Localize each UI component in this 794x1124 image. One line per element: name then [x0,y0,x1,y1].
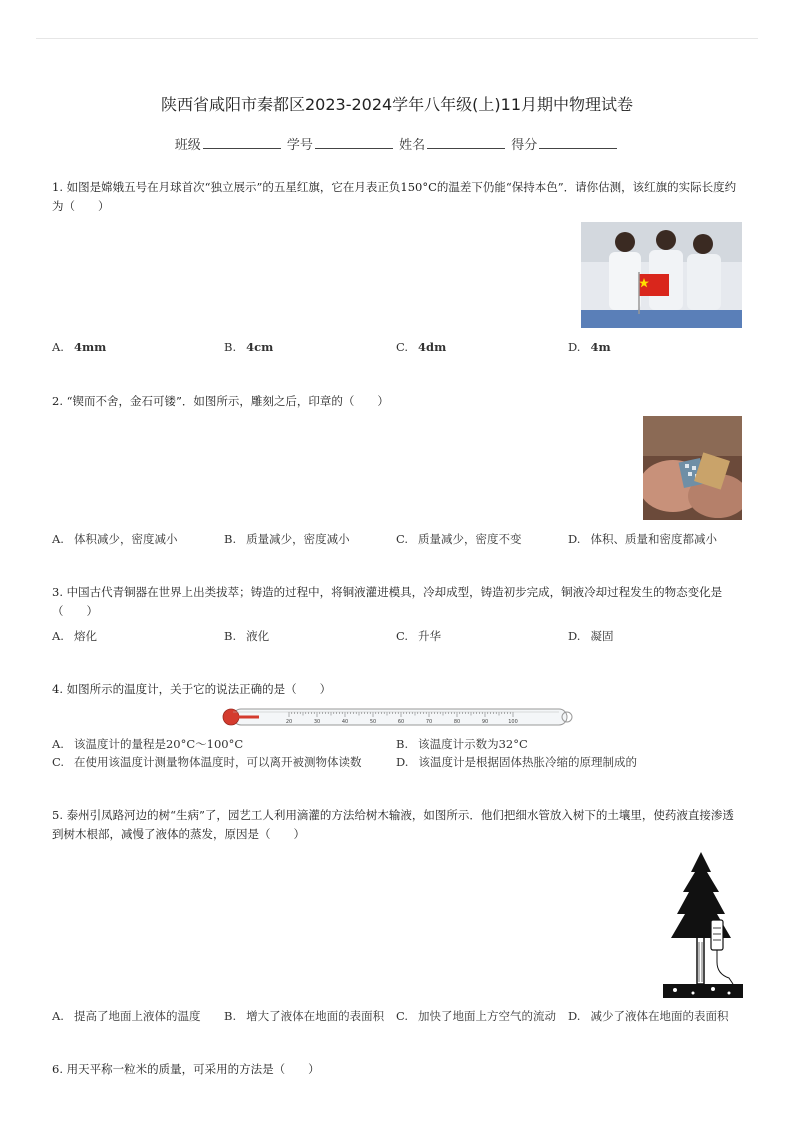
thermometer-tick-label: 70 [425,719,433,725]
score-blank[interactable] [539,136,617,149]
class-blank[interactable] [203,136,281,149]
q2-option-b[interactable]: B. 质量减少，密度减小 [224,532,350,546]
question-number: 5. [52,808,63,822]
student-info-line [0,134,794,153]
page-title: 陕西省咸阳市秦都区2023-2024学年八年级(上)11月期中物理试卷 [160,95,634,114]
name-blank[interactable] [427,136,505,149]
question-number: 3. [52,585,63,599]
id-blank[interactable] [315,136,393,149]
question-6 [52,1060,742,1079]
question-number: 2. [52,394,63,408]
q1-option-c[interactable]: C. 4dm [396,340,447,354]
q2-option-a[interactable]: A. 体积减少，密度减小 [52,532,178,546]
q5-option-d[interactable]: D. 减少了液体在地面的表面积 [568,1009,729,1023]
question-number: 4. [52,682,63,696]
question-text: 如图是嫦娥五号在月球首次“独立展示”的五星红旗，它在月表正负150°C的温差下仍能“保持本色”．请你估测，该红旗的实际长度约为（ ） [52,180,737,213]
q4-option-c[interactable]: C. 在使用该温度计测量物体温度时，可以离开被测物体读数 [52,755,362,769]
question-number: 6. [52,1062,63,1076]
q1-option-d[interactable]: D. 4m [568,340,611,354]
question-3 [52,583,742,621]
q2-option-c[interactable]: C. 质量减少，密度不变 [396,532,522,546]
q3-option-c[interactable]: C. 升华 [396,629,442,643]
thermometer-tick-label: 50 [369,719,377,725]
question-1 [52,178,742,216]
top-rule [36,38,758,39]
thermometer-tick-label: 40 [341,719,349,725]
question-text: 用天平称一粒米的质量，可采用的方法是（ ） [66,1062,320,1076]
seal-carving-photo [643,416,742,520]
question-text: 泰州引凤路河边的树“生病”了，园艺工人利用滴灌的方法给树木输液，如图所示．他们把细水管放入树下的土壤里，使药液直接渗透到树木根部，减慢了液体的蒸发，原因是（ ） [52,808,734,841]
thermometer-tick-label: 100 [508,719,518,725]
thermometer-tick-label: 80 [453,719,461,725]
q1-option-b[interactable]: B. 4cm [224,340,274,354]
info-label-score: 得分 [511,138,538,153]
info-label-name: 姓名 [399,138,426,153]
question-text: 如图所示的温度计，关于它的说法正确的是（ ） [66,682,332,696]
flag-photo [581,222,742,328]
q4-option-a[interactable]: A. 该温度计的量程是20°C～100°C [52,737,244,751]
thermometer-tick-label: 90 [481,719,489,725]
q5-option-b[interactable]: B. 增大了液体在地面的表面积 [224,1009,385,1023]
thermometer-tick-label: 30 [313,719,321,725]
question-text: “锲而不舍，金石可镂”．如图所示，雕刻之后，印章的（ ） [66,394,389,408]
question-5 [52,806,742,844]
thermometer-tick-label: 60 [397,719,405,725]
thermometer-tick-label: 20 [285,719,293,725]
question-number: 1. [52,180,63,194]
thermometer-image [219,706,577,728]
info-label-id: 学号 [286,138,313,153]
q4-option-d[interactable]: D. 该温度计是根据固体热胀冷缩的原理制成的 [396,755,637,769]
question-2 [52,392,742,411]
q2-option-d[interactable]: D. 体积、质量和密度都减小 [568,532,717,546]
q3-option-b[interactable]: B. 液化 [224,629,270,643]
q5-option-a[interactable]: A. 提高了地面上液体的温度 [52,1009,201,1023]
question-4 [52,680,742,699]
q5-option-c[interactable]: C. 加快了地面上方空气的流动 [396,1009,557,1023]
q4-option-b[interactable]: B. 该温度计示数为32°C [396,737,528,751]
q3-option-d[interactable]: D. 凝固 [568,629,614,643]
q3-option-a[interactable]: A. 熔化 [52,629,97,643]
question-text: 中国古代青铜器在世界上出类拔萃；铸造的过程中，将铜液灌进模具，冷却成型，铸造初步完成，铜液冷却过程发生的物态变化是（ ） [52,585,723,618]
tree-drip-illustration [663,850,743,998]
q1-option-a[interactable]: A. 4mm [52,340,107,354]
info-label-class: 班级 [174,138,201,153]
